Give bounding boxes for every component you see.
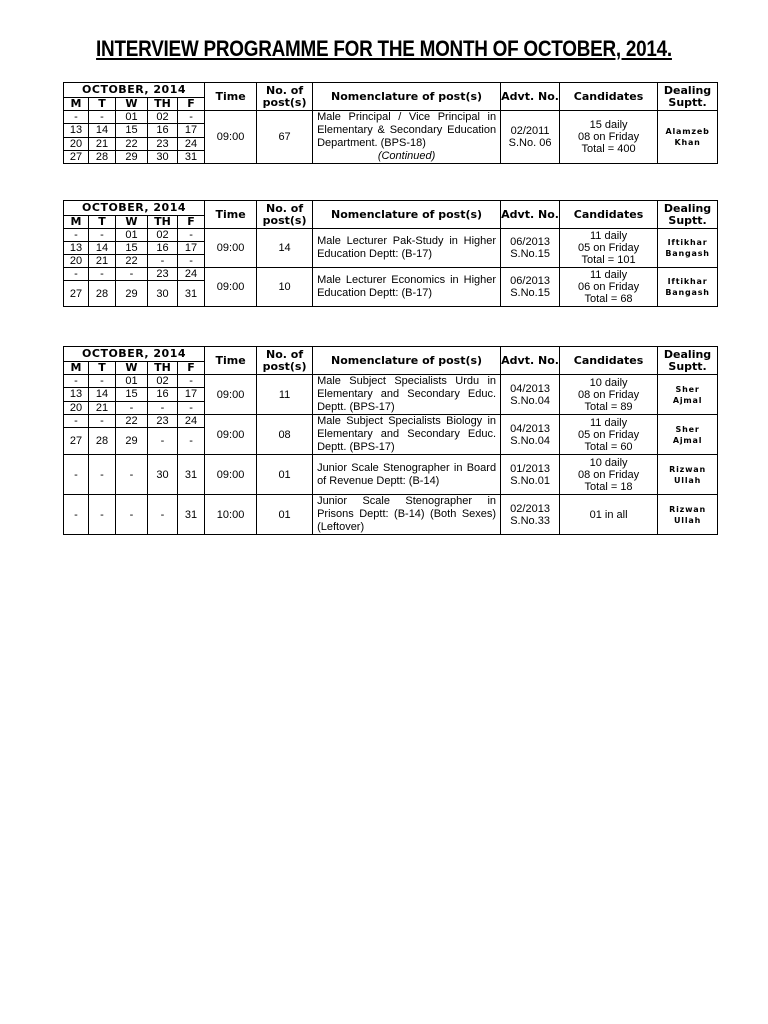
- calendar-cell: 28: [89, 281, 116, 307]
- calendar-cell: -: [178, 375, 205, 388]
- day-header: T: [89, 362, 116, 375]
- time-cell: 09:00: [205, 375, 257, 415]
- calendar-cell: 31: [178, 150, 205, 163]
- supt-name-first: Iftikhar: [667, 238, 708, 247]
- supt-header: Dealing Suptt.: [658, 347, 718, 375]
- supt-cell: [658, 415, 718, 455]
- day-header: F: [178, 216, 205, 229]
- supt-name-last: Khan: [674, 138, 701, 147]
- calendar-cell: -: [64, 415, 89, 428]
- nomenclature-cell: Male Lecturer Pak-Study in Higher Education Deptt: (B-17): [313, 229, 501, 268]
- candidates-friday: 08 on Friday: [577, 388, 640, 401]
- nomenclature-cell: Junior Scale Stenographer in Prisons Deptt: (B-14) (Both Sexes) (Leftover): [313, 495, 501, 535]
- calendar-cell: -: [89, 415, 116, 428]
- supt-name-last: Ajmal: [672, 395, 703, 405]
- supt-cell: [658, 495, 718, 535]
- calendar-cell: -: [89, 111, 116, 124]
- calendar-cell: -: [178, 401, 205, 414]
- schedule-table-1: [63, 82, 718, 164]
- calendar-cell: 31: [178, 455, 205, 495]
- day-header: M: [64, 98, 89, 111]
- candidates-cell: [560, 229, 658, 268]
- candidates-header: Candidates: [560, 201, 658, 229]
- calendar-cell: 30: [148, 281, 178, 307]
- calendar-cell: 17: [178, 388, 205, 401]
- candidates-cell: [560, 415, 658, 455]
- day-header: W: [116, 362, 148, 375]
- supt-cell: [658, 455, 718, 495]
- candidates-friday: 08 on Friday: [577, 131, 640, 143]
- calendar-cell: 23: [148, 137, 178, 150]
- month-header: OCTOBER, 2014: [64, 201, 205, 216]
- day-header: TH: [148, 216, 178, 229]
- supt-name-first: Rizwan: [669, 504, 706, 514]
- calendar-cell: 29: [116, 281, 148, 307]
- calendar-cell: -: [64, 375, 89, 388]
- supt-name-first: Sher: [675, 384, 700, 394]
- calendar-cell: 20: [64, 255, 89, 268]
- candidates-header: Candidates: [560, 83, 658, 111]
- time-cell: 09:00: [205, 268, 257, 307]
- calendar-cell: 21: [89, 137, 116, 150]
- candidates-total: Total = 101: [581, 254, 636, 266]
- nomenclature-header: Nomenclature of post(s): [313, 201, 501, 229]
- time-header: Time: [205, 83, 257, 111]
- candidates-daily: 15 daily: [589, 119, 628, 131]
- supt-name-last: Ullah: [674, 515, 702, 525]
- day-header: M: [64, 362, 89, 375]
- calendar-cell: 16: [148, 388, 178, 401]
- advt-number: 04/2013: [510, 382, 550, 395]
- advt-serial: S.No.15: [510, 248, 550, 260]
- calendar-cell: -: [89, 375, 116, 388]
- nomenclature-cell: Male Lecturer Economics in Higher Education Deptt: (B-17): [313, 268, 501, 307]
- candidates-daily: 11 daily: [590, 416, 628, 429]
- calendar-cell: -: [64, 268, 89, 281]
- candidates-total: Total = 400: [581, 143, 636, 155]
- candidates-total: Total = 60: [584, 440, 633, 453]
- month-header: OCTOBER, 2014: [64, 347, 205, 362]
- calendar-cell: -: [116, 455, 148, 495]
- calendar-cell: 20: [64, 401, 89, 414]
- advt-cell: [501, 268, 560, 307]
- supt-header: Dealing Suptt.: [658, 83, 718, 111]
- posts-header: No. of post(s): [257, 83, 313, 111]
- continued-note: (Continued): [377, 150, 436, 162]
- candidates-friday: 08 on Friday: [577, 468, 640, 481]
- candidates-friday: 05 on Friday: [577, 428, 640, 441]
- calendar-cell: 02: [148, 229, 178, 242]
- calendar-cell: 22: [116, 415, 148, 428]
- advt-cell: [501, 111, 560, 164]
- posts-cell: 10: [257, 268, 313, 307]
- calendar-cell: -: [148, 428, 178, 455]
- day-header: T: [89, 216, 116, 229]
- calendar-cell: -: [178, 255, 205, 268]
- posts-header: No. of post(s): [257, 347, 313, 375]
- candidates-total: 01 in all: [589, 508, 628, 521]
- day-header: W: [116, 216, 148, 229]
- supt-cell: [658, 229, 718, 268]
- candidates-cell: [560, 111, 658, 164]
- time-cell: 09:00: [205, 455, 257, 495]
- calendar-cell: -: [116, 495, 148, 535]
- posts-cell: 01: [257, 455, 313, 495]
- candidates-daily: 10 daily: [589, 376, 628, 389]
- advt-header: Advt. No.: [501, 347, 560, 375]
- candidates-daily: 11 daily: [590, 230, 628, 242]
- day-header: T: [89, 98, 116, 111]
- day-header: TH: [148, 362, 178, 375]
- calendar-cell: 21: [89, 255, 116, 268]
- candidates-daily: 11 daily: [590, 269, 628, 281]
- calendar-cell: -: [64, 229, 89, 242]
- calendar-cell: -: [178, 111, 205, 124]
- supt-name-last: Bangash: [665, 288, 710, 297]
- calendar-cell: 27: [64, 150, 89, 163]
- advt-number: 06/2013: [510, 275, 550, 287]
- calendar-cell: 23: [148, 268, 178, 281]
- nomenclature-text: Male Principal / Vice Principal in Elementary & Secondary Education Department. (BPS-18): [317, 111, 497, 149]
- candidates-cell: [560, 375, 658, 415]
- calendar-cell: -: [89, 229, 116, 242]
- supt-name-last: Ajmal: [672, 435, 703, 445]
- supt-cell: [658, 111, 718, 164]
- advt-number: 02/2013: [510, 502, 550, 515]
- advt-number: 02/2011: [510, 125, 550, 137]
- calendar-cell: 24: [178, 268, 205, 281]
- calendar-cell: 27: [64, 281, 89, 307]
- calendar-cell: 30: [148, 150, 178, 163]
- nomenclature-cell: Male Subject Specialists Biology in Elementary and Secondary Educ. Deptt. (BPS-17): [313, 415, 501, 455]
- calendar-cell: 31: [178, 495, 205, 535]
- calendar-cell: -: [64, 495, 89, 535]
- candidates-daily: 10 daily: [589, 456, 628, 469]
- calendar-cell: 30: [148, 455, 178, 495]
- calendar-cell: 29: [116, 150, 148, 163]
- time-cell: 10:00: [205, 495, 257, 535]
- time-cell: 09:00: [205, 229, 257, 268]
- calendar-cell: 15: [116, 124, 148, 137]
- advt-cell: [501, 229, 560, 268]
- advt-number: 01/2013: [510, 462, 550, 475]
- calendar-cell: 01: [116, 229, 148, 242]
- calendar-cell: -: [89, 268, 116, 281]
- supt-header: Dealing Suptt.: [658, 201, 718, 229]
- calendar-cell: -: [89, 455, 116, 495]
- calendar-cell: 15: [116, 242, 148, 255]
- schedule-table-3: [63, 346, 718, 535]
- calendar-cell: -: [116, 401, 148, 414]
- calendar-cell: 29: [116, 428, 148, 455]
- calendar-cell: -: [89, 495, 116, 535]
- time-cell: 09:00: [205, 111, 257, 164]
- supt-name-first: Sher: [675, 424, 700, 434]
- calendar-cell: -: [148, 401, 178, 414]
- page-title: INTERVIEW PROGRAMME FOR THE MONTH OF OCTOBER, 2014.: [96, 36, 672, 61]
- advt-serial: S.No.01: [510, 474, 550, 487]
- posts-header: No. of post(s): [257, 201, 313, 229]
- calendar-cell: -: [116, 268, 148, 281]
- calendar-cell: 13: [64, 124, 89, 137]
- day-header: F: [178, 98, 205, 111]
- calendar-cell: -: [148, 255, 178, 268]
- nomenclature-header: Nomenclature of post(s): [313, 347, 501, 375]
- calendar-cell: 17: [178, 124, 205, 137]
- time-header: Time: [205, 347, 257, 375]
- calendar-cell: 22: [116, 137, 148, 150]
- calendar-cell: 31: [178, 281, 205, 307]
- advt-header: Advt. No.: [501, 83, 560, 111]
- calendar-cell: 01: [116, 375, 148, 388]
- calendar-cell: 01: [116, 111, 148, 124]
- calendar-cell: 14: [89, 388, 116, 401]
- calendar-cell: 13: [64, 388, 89, 401]
- advt-serial: S.No.15: [510, 287, 550, 299]
- candidates-total: Total = 68: [584, 293, 633, 305]
- candidates-friday: 05 on Friday: [577, 242, 640, 254]
- calendar-cell: -: [148, 495, 178, 535]
- advt-cell: [501, 495, 560, 535]
- calendar-cell: 15: [116, 388, 148, 401]
- supt-name-first: Rizwan: [669, 464, 706, 474]
- advt-serial: S.No.04: [510, 394, 550, 407]
- schedule-table-2: [63, 200, 718, 307]
- supt-name-last: Ullah: [674, 475, 702, 485]
- nomenclature-cell: Junior Scale Stenographer in Board of Revenue Deptt: (B-14): [313, 455, 501, 495]
- calendar-cell: -: [64, 455, 89, 495]
- supt-name-first: Iftikhar: [667, 277, 708, 286]
- candidates-friday: 06 on Friday: [577, 281, 640, 293]
- nomenclature-cell: Male Subject Specialists Urdu in Elementary and Secondary Educ. Deptt. (BPS-17): [313, 375, 501, 415]
- time-cell: 09:00: [205, 415, 257, 455]
- month-header: OCTOBER, 2014: [64, 83, 205, 98]
- advt-header: Advt. No.: [501, 201, 560, 229]
- day-header: W: [116, 98, 148, 111]
- supt-name-first: Alamzeb: [665, 127, 710, 136]
- calendar-cell: 16: [148, 124, 178, 137]
- calendar-cell: 13: [64, 242, 89, 255]
- calendar-cell: 22: [116, 255, 148, 268]
- calendar-cell: 21: [89, 401, 116, 414]
- calendar-cell: 24: [178, 137, 205, 150]
- calendar-cell: 27: [64, 428, 89, 455]
- time-header: Time: [205, 201, 257, 229]
- calendar-cell: 28: [89, 428, 116, 455]
- calendar-cell: 17: [178, 242, 205, 255]
- posts-cell: 14: [257, 229, 313, 268]
- supt-cell: [658, 268, 718, 307]
- advt-serial: S.No.33: [510, 514, 550, 527]
- supt-name-last: Bangash: [665, 249, 710, 258]
- calendar-cell: 02: [148, 111, 178, 124]
- calendar-cell: 14: [89, 242, 116, 255]
- candidates-total: Total = 89: [584, 400, 633, 413]
- advt-cell: [501, 415, 560, 455]
- candidates-header: Candidates: [560, 347, 658, 375]
- advt-number: 04/2013: [510, 422, 550, 435]
- calendar-cell: -: [64, 111, 89, 124]
- candidates-total: Total = 18: [584, 480, 633, 493]
- calendar-cell: 23: [148, 415, 178, 428]
- advt-cell: [501, 375, 560, 415]
- advt-number: 06/2013: [510, 236, 550, 248]
- candidates-cell: [560, 268, 658, 307]
- day-header: F: [178, 362, 205, 375]
- posts-cell: 08: [257, 415, 313, 455]
- advt-cell: [501, 455, 560, 495]
- candidates-cell: [560, 455, 658, 495]
- candidates-cell: [560, 495, 658, 535]
- day-header: TH: [148, 98, 178, 111]
- day-header: M: [64, 216, 89, 229]
- advt-serial: S.No.04: [510, 434, 550, 447]
- nomenclature-header: Nomenclature of post(s): [313, 83, 501, 111]
- calendar-cell: 20: [64, 137, 89, 150]
- calendar-cell: 28: [89, 150, 116, 163]
- posts-cell: 11: [257, 375, 313, 415]
- calendar-cell: 02: [148, 375, 178, 388]
- calendar-cell: -: [178, 428, 205, 455]
- posts-cell: 01: [257, 495, 313, 535]
- nomenclature-cell: [313, 111, 501, 164]
- posts-cell: 67: [257, 111, 313, 164]
- calendar-cell: -: [178, 229, 205, 242]
- calendar-cell: 24: [178, 415, 205, 428]
- supt-cell: [658, 375, 718, 415]
- calendar-cell: 14: [89, 124, 116, 137]
- calendar-cell: 16: [148, 242, 178, 255]
- advt-serial: S.No. 06: [508, 137, 552, 149]
